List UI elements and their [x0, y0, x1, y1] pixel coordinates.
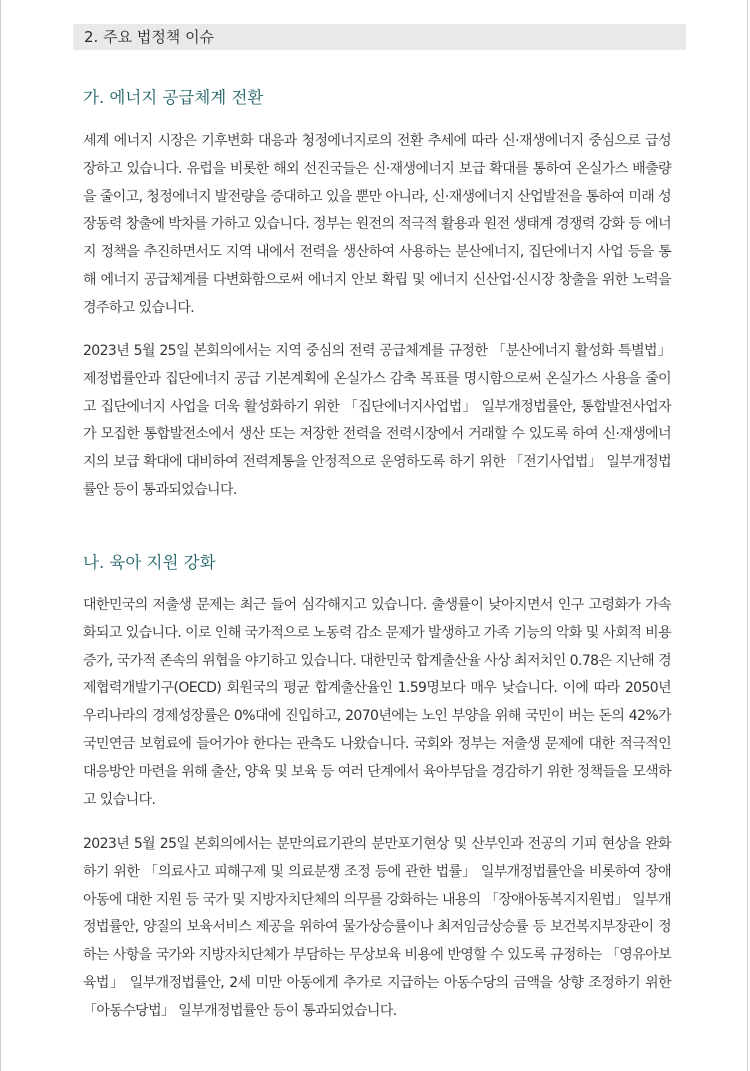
subsection-heading-energy: 가. 에너지 공급체계 전환 [83, 88, 264, 107]
paragraph-childcare-1: 대한민국의 저출생 문제는 최근 들어 심각해지고 있습니다. 출생률이 낮아지면서 인구 고령화가 가속화되고 있습니다. 이로 인해 국가적으로 노동력 감소 문제가 발생하고 가족 기능의 악화 및 사회적 비용 증가, 국가적 존속의 위협을 야기하고 있습니다. 대한민국 합계출산율 사상 최저치인 0.78은 지난해 경제협력개발기구(OECD) 회원국의 평균 합계출산율인 1.59명보다 매우 낮습니다. 이에 따라 2050년 우리나라의 경제성장률은 0%대에 진입하고, 2070년에는 노인 부양을 위해 국민이 버는 돈의 42%가 국민연금 보험료에 들어가야 한다는 관측도 나왔습니다. 국회와 정부는 저출생 문제에 대한 적극적인 대응방안 마련을 위해 출산, 양육 및 보육 등 여러 단계에서 육아부담을 경감하기 위한 정책들을 모색하고 있습니다. [83, 597, 671, 808]
section-title: 2. 주요 법정책 이슈 [73, 24, 686, 50]
paragraph-energy-1: 세계 에너지 시장은 기후변화 대응과 청정에너지로의 전환 추세에 따라 신·재생에너지 중심으로 급성장하고 있습니다. 유럽을 비롯한 해외 선진국들은 신·재생에너지 보급 확대를 통하여 온실가스 배출량을 줄이고, 청정에너지 발전량을 증대하고 있을 뿐만 아니라, 신·재생에너지 산업발전을 통하여 미래 성장동력 창출에 박차를 가하고 있습니다. 정부는 원전의 적극적 활용과 원전 생태계 경쟁력 강화 등 에너지 정책을 추진하면서도 지역 내에서 전력을 생산하여 사용하는 분산에너지, 집단에너지 사업 등을 통해 에너지 공급체계를 다변화함으로써 에너지 안보 확립 및 에너지 신산업·신시장 창출을 위한 노력을 경주하고 있습니다. [83, 133, 671, 316]
subsection-heading-childcare: 나. 육아 지원 강화 [83, 553, 216, 572]
paragraph-childcare-2: 2023년 5월 25일 본회의에서는 분만의료기관의 분만포기현상 및 산부인과 전공의 기피 현상을 완화하기 위한 「의료사고 피해구제 및 의료분쟁 조정 등에 관한 법률」 일부개정법률안을 비롯하여 장애아동에 대한 지원 등 국가 및 지방자치단체의 의무를 강화하는 내용의 「장애아동복지지원법」 일부개정법률안, 양질의 보육서비스 제공을 위하여 물가상승률이나 최저임금상승률 등 보건복지부장관이 정하는 사항을 국가와 지방자치단체가 부담하는 무상보육 비용에 반영할 수 있도록 규정하는 「영유아보육법」 일부개정법률안, 2세 미만 아동에게 추가로 지급하는 아동수당의 금액을 상향 조정하기 위한 「아동수당법」 일부개정법률안 등이 통과되었습니다. [83, 836, 671, 1019]
paragraph-energy-2: 2023년 5월 25일 본회의에서는 지역 중심의 전력 공급체계를 규정한 「분산에너지 활성화 특별법」 제정법률안과 집단에너지 공급 기본계획에 온실가스 감축 목표를 명시함으로써 온실가스 사용을 줄이고 집단에너지 사업을 더욱 활성화하기 위한 「집단에너지사업법」 일부개정법률안, 통합발전사업자가 모집한 통합발전소에서 생산 또는 저장한 전력을 전력시장에서 거래할 수 있도록 하여 신·재생에너지의 보급 확대에 대비하여 전력계통을 안정적으로 운영하도록 하기 위한 「전기사업법」 일부개정법률안 등이 통과되었습니다. [83, 343, 671, 498]
